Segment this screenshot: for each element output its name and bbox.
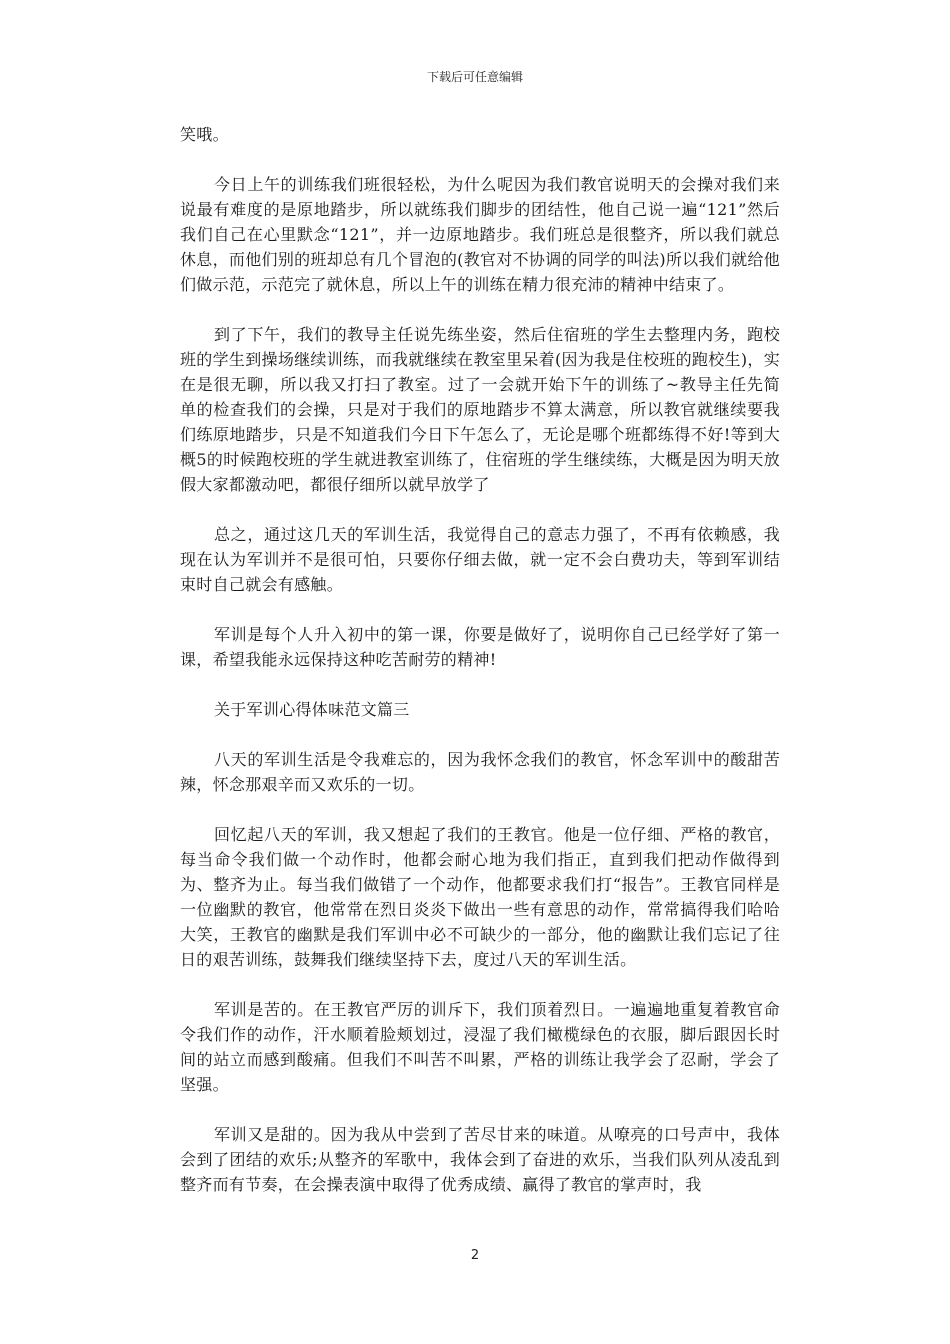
document-body: [180, 122, 780, 1222]
paragraph-training-bitter: 军训是苦的。在王教官严厉的训斥下，我们顶着烈日。一遍遍地重复着教官命令我们作的动作，汗水顺着脸颊划过，浸湿了我们橄榄绿色的衣服，脚后跟因长时间的站立而感到酸痛。但我们不叫苦不叫累，严格的训练让我学会了忍耐，学会了坚强。: [180, 1000, 780, 1094]
paragraph-eight-days: 八天的军训生活是令我难忘的，因为我怀念我们的教官，怀念军训中的酸甜苦辣，怀念那艰辛而又欢乐的一切。: [180, 750, 780, 794]
paragraph-instructor-wang: 回忆起八天的军训，我又想起了我们的王教官。他是一位仔细、严格的教官，每当命令我们做一个动作时，他都会耐心地为我们指正，直到我们把动作做得到为、整齐为止。每当我们做错了一个动作，他都要求我们打“报告”。王教官同样是一位幽默的教官，他常常在烈日炎炎下做出一些有意思的动作，常常搞得我们哈哈大笑，王教官的幽默是我们军训中必不可缺少的一部分，他的幽默让我们忘记了往日的艰苦训练，鼓舞我们继续坚持下去，度过八天的军训生活。: [180, 825, 780, 969]
paragraph-training-sweet: 军训又是甜的。因为我从中尝到了苦尽甘来的味道。从嘹亮的口号声中，我体会到了团结的欢乐;从整齐的军歌中，我体会到了奋进的欢乐，当我们队列从凌乱到整齐而有节奏，在会操表演中取得了优秀成绩、赢得了教官的掌声时，我: [180, 1125, 780, 1194]
paragraph-afternoon-training: 到了下午，我们的教导主任说先练坐姿，然后住宿班的学生去整理内务，跑校班的学生到操场继续训练，而我就继续在教室里呆着(因为我是住校班的跑校生)，实在是很无聊，所以我又打扫了教室。过了一会就开始下午的训练了~教导主任先简单的检查我们的会操，只是对于我们的原地踏步不算太满意，所以教官就继续要我们练原地踏步，只是不知道我们今日下午怎么了，无论是哪个班都练得不好!等到大概5的时候跑校班的学生就进教室训练了，住宿班的学生继续练，大概是因为明天放假大家都激动吧，都很仔细所以就早放学了: [180, 325, 780, 494]
paragraph-morning-training: 今日上午的训练我们班很轻松，为什么呢因为我们教官说明天的会操对我们来说最有难度的是原地踏步，所以就练我们脚步的团结性，他自己说一遍“121”然后我们自己在心里默念“121”，并一边原地踏步。我们班总是很整齐，所以我们就总休息，而他们别的班却总有几个冒泡的(教官对不协调的同学的叫法)所以我们就给他们做示范，示范完了就休息，所以上午的训练在精力很充沛的精神中结束了。: [180, 175, 780, 294]
paragraph-summary: 总之，通过这几天的军训生活，我觉得自己的意志力强了，不再有依赖感，我现在认为军训并不是很可怕，只要你仔细去做，就一定不会白费功夫，等到军训结束时自己就会有感触。: [180, 525, 780, 594]
paragraph-first-lesson: 军训是每个人升入初中的第一课，你要是做好了，说明你自己已经学好了第一课，希望我能永远保持这种吃苦耐劳的精神!: [180, 625, 780, 669]
section-heading: 关于军训心得体味范文篇三: [214, 700, 410, 719]
paragraph-continuation: 笑哦。: [180, 125, 229, 144]
page-number: 2: [470, 1248, 480, 1263]
page-header: 下载后可任意编辑: [426, 70, 523, 84]
